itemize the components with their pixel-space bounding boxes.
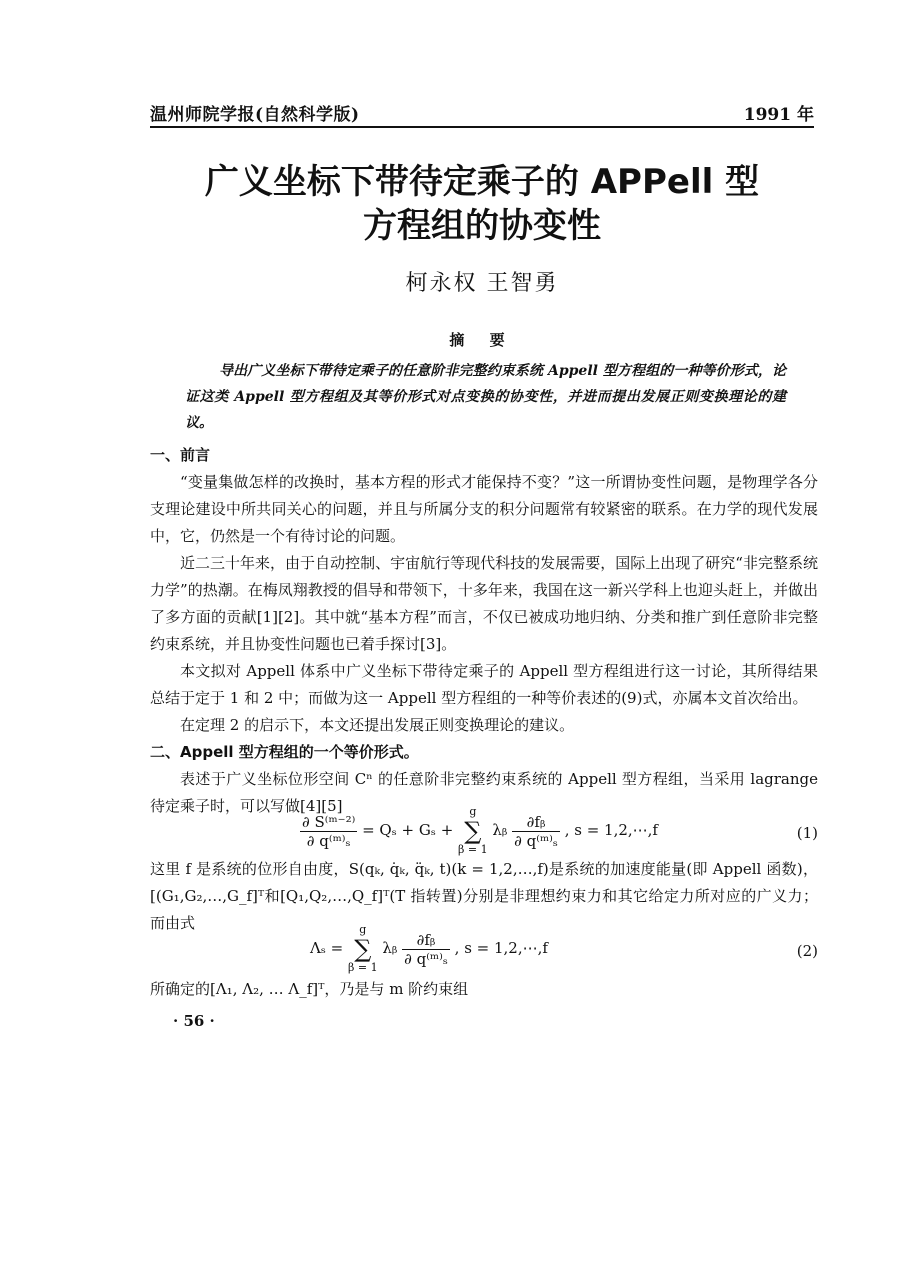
paragraph: “变量集做怎样的改换时，基本方程的形式才能保持不变？”这一所谓协变性问题，是物理学各分支理论建设中所共同关心的问题，并且与所属分支的积分问题常有较紧密的联系。在力学的现代发展中，它，仍然是一个有待讨论的问题。 <box>150 473 818 545</box>
abstract-heading: 摘 要 <box>449 331 515 349</box>
eq2-range: , s = 1,2,⋯,f <box>454 939 548 957</box>
eq1-lhs-denominator: ∂ q⁽ᵐ⁾ₛ <box>306 831 351 850</box>
eq1-sum-lower: β = 1 <box>458 843 488 856</box>
eq2-lhs: Λₛ = <box>310 939 344 957</box>
eq1-term-fraction <box>512 813 560 850</box>
section-heading: 一、前言 <box>150 446 211 464</box>
page-number: · 56 · <box>173 1012 215 1030</box>
paragraph: 所确定的[Λ₁, Λ₂, … Λ_f]ᵀ，乃是与 m 阶约束组 <box>150 980 469 998</box>
sigma-symbol: ∑ <box>354 935 372 963</box>
paragraph: 本文拟对 Appell 体系中广义坐标下带待定乘子的 Appell 型方程组进行这一讨论，其所得结果总结于定于 1 和 2 中；而做为这一 Appell 型方程组的一种等价表述的(9)式，亦属本文首次给出。 <box>150 662 818 707</box>
equation-1 <box>300 806 658 856</box>
eq1-sum-upper: g <box>469 805 477 818</box>
eq1-multiplier: λᵦ <box>492 821 508 839</box>
paragraph: 这里 f 是系统的位形自由度，S(qₖ, q̇ₖ, q̈ₖ, t)(k = 1,2,…,f)是系统的加速度能量(即 Appell 函数)，[(G₁,G₂,…,G_f]ᵀ和[Q₁,Q₂,…,Q_f]ᵀ(T 指转置)分别是非理想约束力和其它给定力所对应的广义力；而由式 <box>150 860 818 932</box>
eq2-sum-upper: g <box>359 923 367 936</box>
eq1-summation <box>458 806 488 856</box>
abstract-text: 导出广义坐标下带待定乘子的任意阶非完整约束系统 Appell 型方程组的一种等价形式，论证这类 Appell 型方程组及其等价形式对点变换的协变性，并进而提出发展正则变换理论的建议。 <box>185 363 786 431</box>
eq2-multiplier: λᵦ <box>382 939 398 957</box>
paper-title <box>150 160 814 248</box>
paragraph: 在定理 2 的启示下，本文还提出发展正则变换理论的建议。 <box>180 716 575 734</box>
sigma-symbol: ∑ <box>464 817 482 845</box>
eq1-lhs-fraction <box>300 813 357 850</box>
eq1-middle: = Qₛ + Gₛ + <box>362 821 454 839</box>
eq1-range: , s = 1,2,⋯,f <box>564 821 658 839</box>
running-header <box>150 96 814 128</box>
equation-2 <box>310 924 548 974</box>
eq1-term-denominator: ∂ q⁽ᵐ⁾ₛ <box>514 831 558 850</box>
eq2-term-fraction <box>402 931 450 968</box>
eq2-number: (2) <box>796 942 818 960</box>
eq1-number: (1) <box>796 824 818 842</box>
title-line-2: 方程组的协变性 <box>363 206 601 246</box>
journal-name: 温州师院学报(自然科学版) <box>150 105 360 125</box>
eq2-summation <box>348 924 378 974</box>
section-heading: 二、Appell 型方程组的一个等价形式。 <box>150 743 419 761</box>
title-line-1: 广义坐标下带待定乘子的 APPell 型 <box>204 162 760 202</box>
eq1-term-numerator: ∂fᵦ <box>512 813 560 832</box>
eq2-term-denominator: ∂ q⁽ᵐ⁾ₛ <box>404 949 448 968</box>
section-2-tail <box>150 976 818 1003</box>
eq2-sum-lower: β = 1 <box>348 961 378 974</box>
paragraph: 表述于广义坐标位形空间 Cⁿ 的任意阶非完整约束系统的 Appell 型方程组，当采用 lagrange 待定乘子时，可以写做[4][5] <box>150 770 818 815</box>
eq2-term-numerator: ∂fᵦ <box>402 931 450 950</box>
authors: 柯永权 王智勇 <box>405 271 559 296</box>
eq1-lhs-numerator: ∂ S⁽ᵐ⁻²⁾ <box>302 812 356 831</box>
section-1 <box>150 442 818 820</box>
paragraph: 近二三十年来，由于自动控制、宇宙航行等现代科技的发展需要，国际上出现了研究“非完整系统力学”的热潮。在梅凤翔教授的倡导和带领下，十多年来，我国在这一新兴学科上也迎头赶上，并做出了多方面的贡献[1][2]。其中就“基本方程”而言，不仅已被成功地归纳、分类和推广到任意阶非完整约束系统，并且协变性问题也已着手探讨[3]。 <box>150 554 818 653</box>
publication-year: 1991 年 <box>743 105 814 125</box>
